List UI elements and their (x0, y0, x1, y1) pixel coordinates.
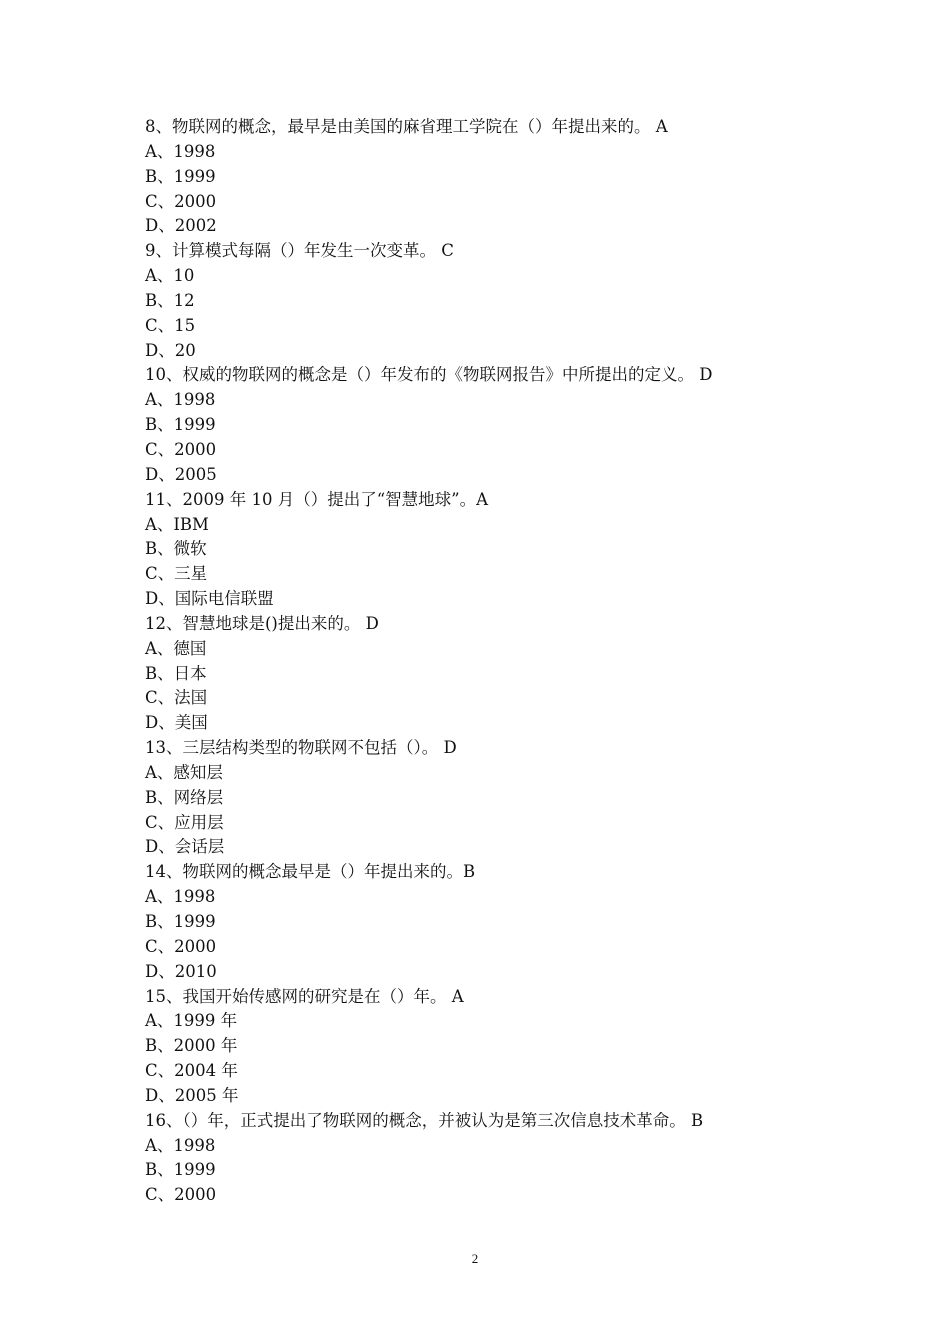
option-line: D、美国 (145, 713, 208, 733)
option-line: A、10 (145, 266, 195, 286)
question-line: 11、2009 年 10 月（）提出了“智慧地球”。A (145, 489, 489, 509)
option-line: A、1998 (145, 1135, 216, 1155)
question-list (145, 115, 815, 1208)
option-line: B、12 (145, 290, 195, 310)
option-line: C、15 (145, 315, 196, 335)
option-line: D、2005 年 (145, 1085, 239, 1105)
option-line: B、1999 (145, 912, 216, 931)
option-line: D、20 (145, 340, 196, 360)
option-line: A、1998 (145, 390, 216, 410)
option-line: C、应用层 (145, 812, 224, 832)
option-line: B、网络层 (145, 787, 224, 807)
question-line: 9、计算模式每隔（）年发生一次变革。 C (145, 241, 454, 261)
option-line: A、感知层 (145, 762, 223, 782)
option-line: C、2000 (145, 936, 217, 956)
option-line: D、会话层 (145, 837, 225, 857)
option-line: B、1999 (145, 415, 216, 435)
option-line: C、三星 (145, 564, 208, 584)
option-line: C、2000 (145, 439, 217, 459)
option-line: C、法国 (145, 688, 208, 708)
option-line: C、2000 (145, 191, 217, 211)
question-line: 12、智慧地球是()提出来的。 D (145, 613, 379, 633)
option-line: A、1999 年 (145, 1011, 238, 1031)
option-line: B、1999 (145, 1160, 216, 1180)
question-line: 15、我国开始传感网的研究是在（）年。 A (145, 986, 464, 1006)
option-line: A、1998 (145, 887, 216, 907)
option-line: B、微软 (145, 539, 207, 559)
option-line: D、2002 (145, 216, 217, 236)
option-line: C、2004 年 (145, 1061, 238, 1081)
option-line: D、2005 (145, 464, 217, 484)
option-line: B、日本 (145, 663, 207, 683)
option-line: D、2010 (145, 961, 217, 981)
option-line: C、2000 (145, 1185, 217, 1205)
option-line: B、1999 (145, 166, 216, 186)
option-line: A、1998 (145, 141, 216, 161)
option-line: B、2000 年 (145, 1036, 238, 1056)
option-line: A、德国 (145, 638, 207, 658)
page-number: 2 (471, 1251, 479, 1266)
question-line: 13、三层结构类型的物联网不包括（）。 D (145, 738, 457, 758)
question-line: 14、物联网的概念最早是（）年提出来的。B (145, 862, 476, 882)
question-line: 8、物联网的概念，最早是由美国的麻省理工学院在（）年提出来的。 A (145, 117, 668, 136)
question-line: 16、（）年，正式提出了物联网的概念，并被认为是第三次信息技术革命。 B (145, 1110, 704, 1130)
question-line: 10、权威的物联网的概念是（）年发布的《物联网报告》中所提出的定义。 D (145, 365, 713, 385)
option-line: D、国际电信联盟 (145, 589, 274, 609)
option-line: A、IBM (145, 514, 209, 534)
